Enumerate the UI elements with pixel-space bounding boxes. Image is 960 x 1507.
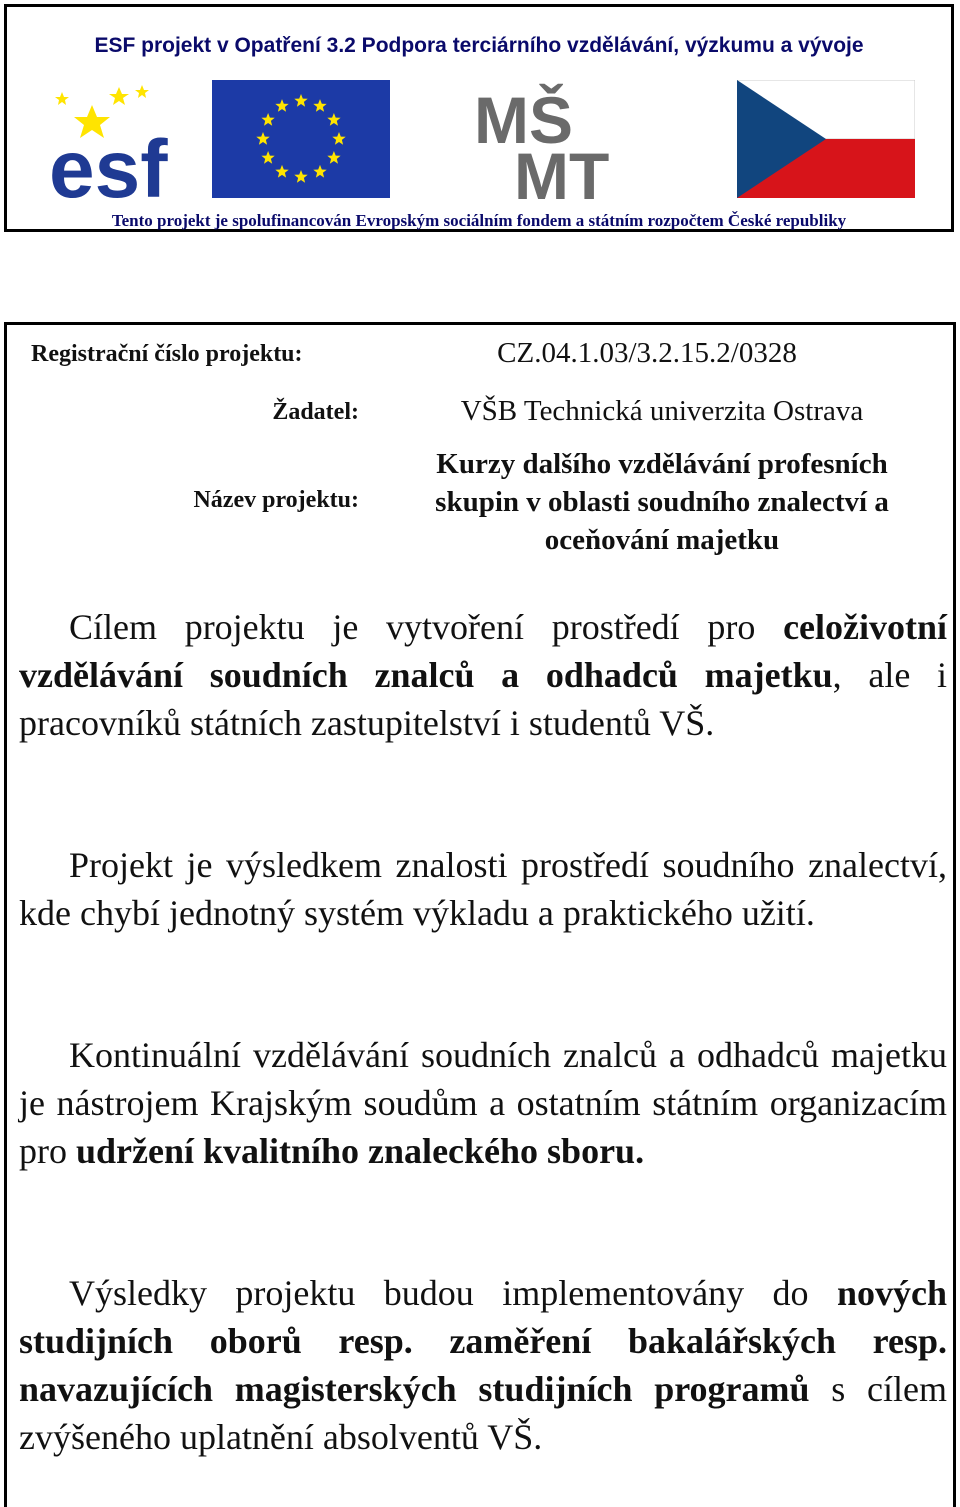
czech-flag	[737, 80, 915, 198]
project-name-value	[389, 445, 935, 559]
project-box	[4, 322, 956, 1507]
project-name-line-2: skupin v oblasti soudního znalectví a	[435, 486, 889, 518]
reg-number-value: CZ.04.1.03/3.2.15.2/0328	[497, 337, 797, 369]
esf-logo	[47, 77, 207, 202]
outcomes-text-a: Výsledky projektu budou implementovány do	[69, 1273, 809, 1313]
msmt-top-text: MŠ	[474, 83, 573, 157]
paragraph-goal	[19, 603, 947, 747]
project-name-line-3: oceňování majetku	[544, 524, 780, 556]
paragraph-continuity	[19, 1031, 947, 1175]
result-text: Projekt je výsledkem znalosti prostředí soudního znalectví, kde chybí jednotný systém výkladu a praktického užití.	[19, 845, 947, 933]
goal-text-a: Cílem projektu je vytvoření prostředí pro	[69, 607, 756, 647]
applicant-value: VŠB Technická univerzita Ostrava	[460, 395, 864, 427]
header-cofinancing-note: Tento projekt je spolufinancován Evropským sociálním fondem a státním rozpočtem České republiky	[111, 211, 847, 230]
continuity-text-bold: udržení kvalitního znaleckého sboru.	[76, 1131, 645, 1171]
paragraph-result	[19, 841, 947, 937]
applicant-label: Žadatel:	[272, 399, 359, 425]
header-box	[4, 4, 954, 232]
project-name-label: Název projektu:	[193, 487, 359, 513]
outcomes-text-bold: nových studijních oborů resp. zaměření bakalářských resp. navazujících magisterských studijních programů	[19, 1273, 948, 1409]
msmt-bottom-text: MT	[514, 139, 610, 203]
outcomes-text-c: s cílem zvýšeného uplatnění absolventů VŠ.	[19, 1369, 947, 1457]
paragraph-outcomes	[19, 1269, 947, 1461]
msmt-logo	[472, 81, 652, 203]
project-name-line-1: Kurzy dalšího vzdělávání profesních	[436, 448, 888, 480]
esf-text: esf	[49, 124, 168, 202]
header-title: ESF projekt v Opatření 3.2 Podpora terciárního vzdělávání, výzkumu a vývoje	[94, 34, 864, 57]
reg-number-label: Registrační číslo projektu:	[31, 341, 303, 367]
eu-flag	[212, 80, 390, 198]
goal-text-bold: celoživotní vzdělávání soudních znalců a odhadců majetku	[19, 607, 948, 695]
continuity-text-a: Kontinuální vzdělávání soudních znalců a odhadců majetku je nástrojem Krajským soudům a ostatním státním organizacím pro	[19, 1035, 947, 1171]
goal-text-c: , ale i pracovníků státních zastupitelství i studentů VŠ.	[19, 655, 947, 743]
